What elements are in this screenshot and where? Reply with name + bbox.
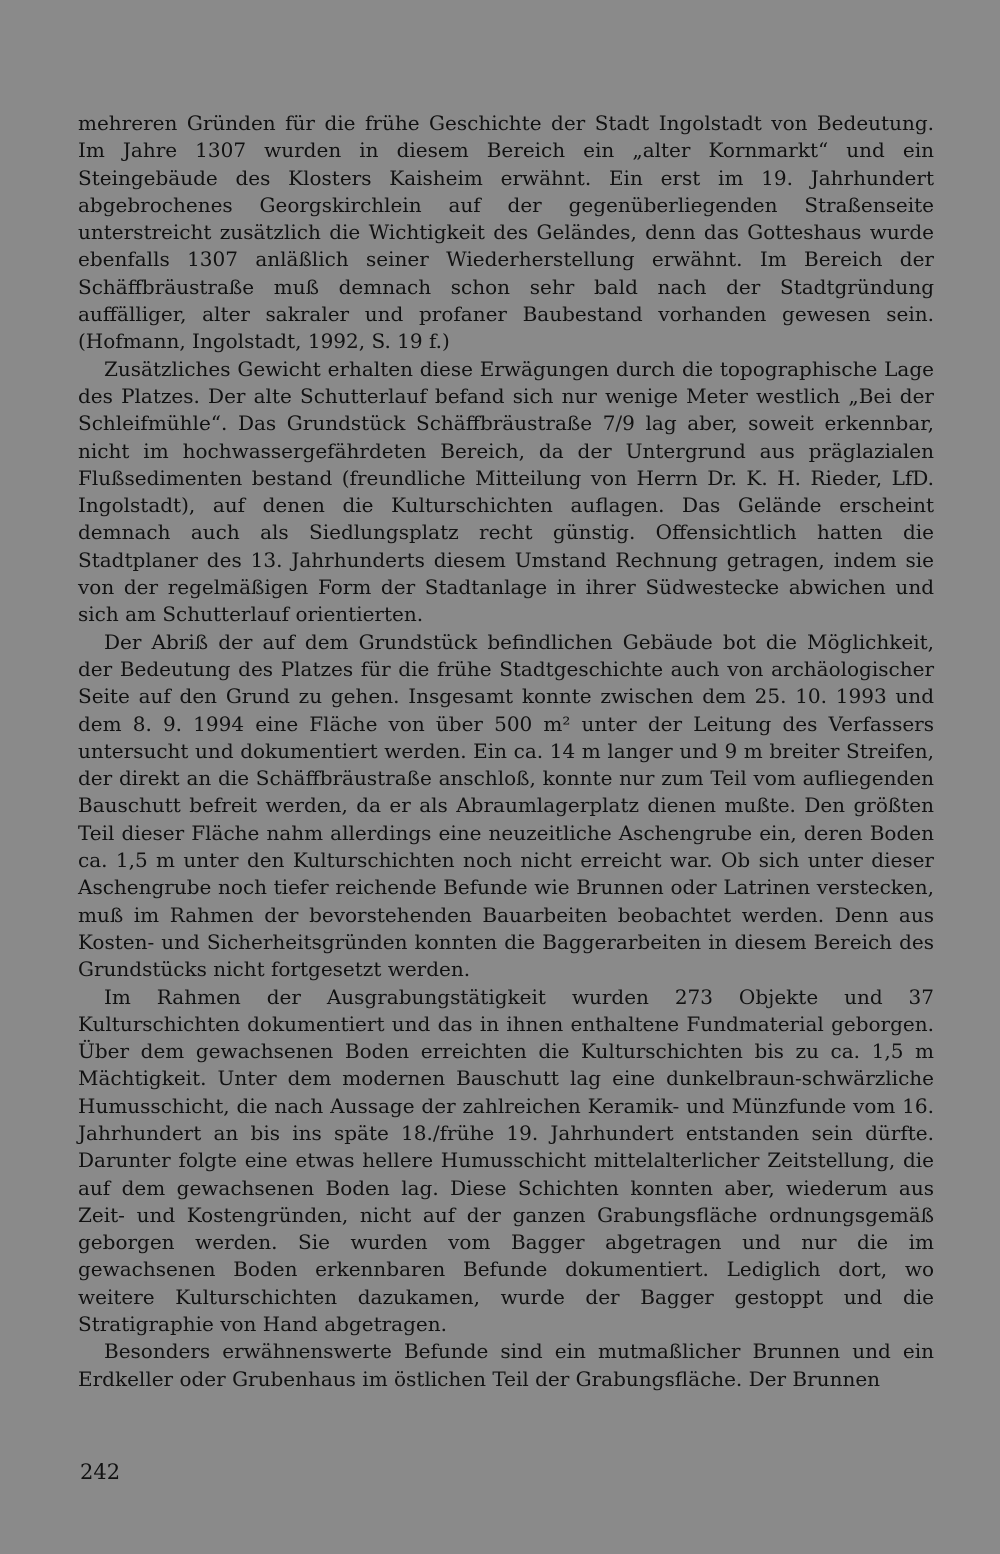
document-body <box>78 110 934 1393</box>
paragraph-2: Zusätzliches Gewicht erhalten diese Erwägungen durch die topographische Lage des Platzes. Der alte Schutterlauf befand sich nur wenige Meter westlich „Bei der Schleifmühle“. Das Grundstück Schäffbräustraße 7/9 lag aber, soweit erkennbar, nicht im hochwassergefährdeten Bereich, da der Untergrund aus präglazialen Flußsedimenten bestand (freundliche Mitteilung von Herrn Dr. K. H. Rieder, LfD. Ingolstadt), auf denen die Kulturschichten auflagen. Das Gelände erscheint demnach auch als Siedlungsplatz recht günstig. Offensichtlich hatten die Stadtplaner des 13. Jahrhunderts diesem Umstand Rechnung getragen, indem sie von der regelmäßigen Form der Stadtanlage in ihrer Südwestecke abwichen und sich am Schutterlauf orientierten. <box>78 356 934 627</box>
page-number: 242 <box>80 1460 121 1484</box>
paragraph-5: Besonders erwähnenswerte Befunde sind ein mutmaßlicher Brunnen und ein Erdkeller oder Grubenhaus im östlichen Teil der Grabungsfläche. Der Brunnen <box>78 1339 934 1391</box>
paragraph-3: Der Abriß der auf dem Grundstück befindlichen Gebäude bot die Möglichkeit, der Bedeutung des Platzes für die frühe Stadtgeschichte auch von archäologischer Seite auf den Grund zu gehen. Insgesamt konnte zwischen dem 25. 10. 1993 und dem 8. 9. 1994 eine Fläche von über 500 m² unter der Leitung des Verfassers untersucht und dokumentiert werden. Ein ca. 14 m langer und 9 m breiter Streifen, der direkt an die Schäffbräustraße anschloß, konnte nur zum Teil vom aufliegenden Bauschutt befreit werden, da er als Abraumlagerplatz dienen mußte. Den größten Teil dieser Fläche nahm allerdings eine neuzeitliche Aschengrube ein, deren Boden ca. 1,5 m unter den Kulturschichten noch nicht erreicht war. Ob sich unter dieser Aschengrube noch tiefer reichende Befunde wie Brunnen oder Latrinen verstecken, muß im Rahmen der bevorstehenden Bauarbeiten beobachtet werden. Denn aus Kosten- und Sicherheitsgründen konnten die Baggerarbeiten in diesem Bereich des Grundstücks nicht fortgesetzt werden. <box>78 629 934 982</box>
paragraph-1: mehreren Gründen für die frühe Geschichte der Stadt Ingolstadt von Bedeutung. Im Jahre 1307 wurden in diesem Bereich ein „alter Kornmarkt“ und ein Steingebäude des Klosters Kaisheim erwähnt. Ein erst im 19. Jahrhundert abgebrochenes Georgskirchlein auf der gegenüberliegenden Straßenseite unterstreicht zusätzlich die Wichtigkeit des Geländes, denn das Gotteshaus wurde ebenfalls 1307 anläßlich seiner Wiederherstellung erwähnt. Im Bereich der Schäffbräustraße muß demnach schon sehr bald nach der Stadtgründung auffälliger, alter sakraler und profaner Baubestand vorhanden gewesen sein. (Hofmann, Ingolstadt, 1992, S. 19 f.) <box>78 111 934 354</box>
paragraph-4: Im Rahmen der Ausgrabungstätigkeit wurden 273 Objekte und 37 Kulturschichten dokumentiert und das in ihnen enthaltene Fundmaterial geborgen. Über dem gewachsenen Boden erreichten die Kulturschichten bis zu ca. 1,5 m Mächtigkeit. Unter dem modernen Bauschutt lag eine dunkelbraun-schwärzliche Humusschicht, die nach Aussage der zahlreichen Keramik- und Münzfunde vom 16. Jahrhundert an bis ins späte 18./frühe 19. Jahrhundert entstanden sein dürfte. Darunter folgte eine etwas hellere Humusschicht mittelalterlicher Zeitstellung, die auf dem gewachsenen Boden lag. Diese Schichten konnten aber, wiederum aus Zeit- und Kostengründen, nicht auf der ganzen Grabungsfläche ordnungsgemäß geborgen werden. Sie wurden vom Bagger abgetragen und nur die im gewachsenen Boden erkennbaren Befunde dokumentiert. Lediglich dort, wo weitere Kulturschichten dazukamen, wurde der Bagger gestoppt und die Stratigraphie von Hand abgetragen. <box>78 984 934 1337</box>
